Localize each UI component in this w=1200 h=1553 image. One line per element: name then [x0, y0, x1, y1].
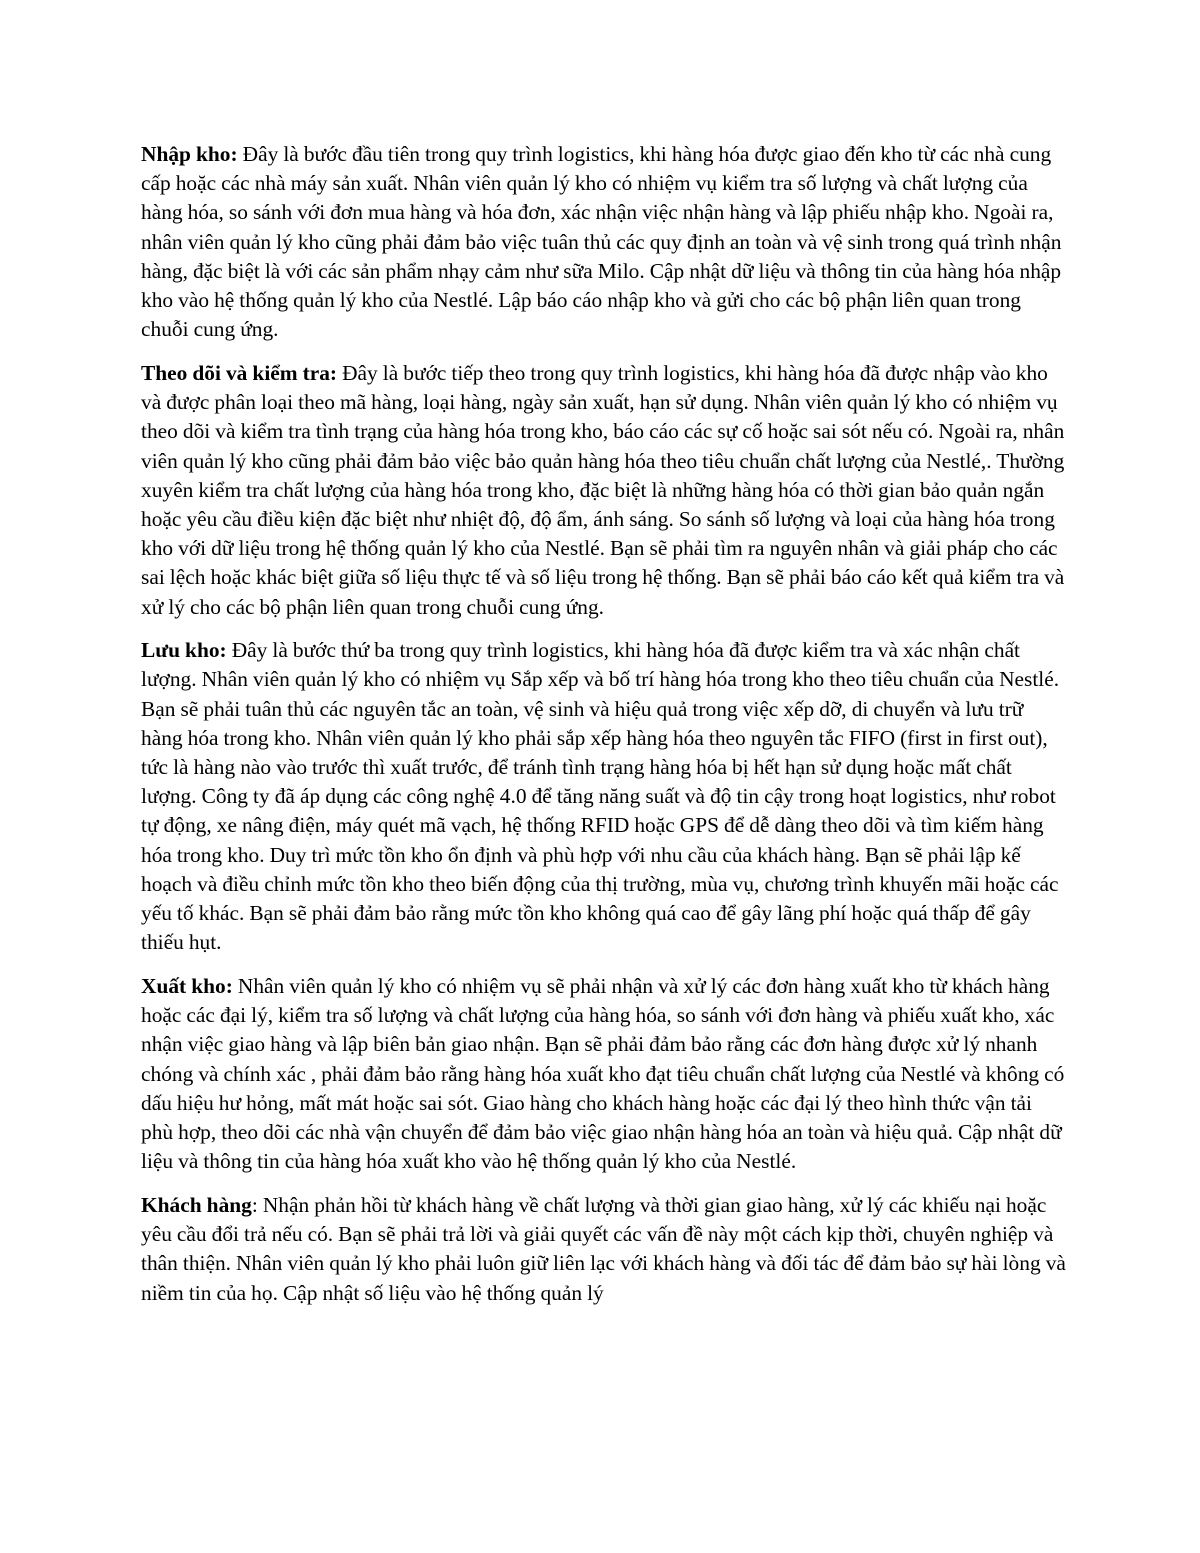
section-heading: Theo dõi và kiểm tra: [141, 360, 338, 385]
section-luu-kho [141, 636, 1066, 957]
section-xuat-kho [141, 972, 1066, 1176]
section-body: : Nhận phản hồi từ khách hàng về chất lượng và thời gian giao hàng, xử lý các khiếu nại hoặc yêu cầu đổi trả nếu có. Bạn sẽ phải trả lời và giải quyết các vấn đề này một cách kịp thời, chuyên nghiệp và thân thiện. Nhân viên quản lý kho phải luôn giữ liên lạc với khách hàng và đối tác để đảm bảo sự hài lòng và niềm tin của họ. Cập nhật số liệu vào hệ thống quản lý [141, 1192, 1066, 1305]
section-heading: Xuất kho: [141, 973, 233, 998]
section-heading: Nhập kho: [141, 142, 238, 166]
section-heading: Khách hàng [141, 1192, 252, 1217]
section-theo-doi-va-kiem-tra [141, 359, 1066, 622]
section-body: Nhân viên quản lý kho có nhiệm vụ sẽ phải nhận và xử lý các đơn hàng xuất kho từ khách hàng hoặc các đại lý, kiểm tra số lượng và chất lượng của hàng hóa, so sánh với đơn hàng và phiếu xuất kho, xác nhận việc giao hàng và lập biên bản giao nhận. Bạn sẽ phải đảm bảo rằng các đơn hàng được xử lý nhanh chóng và chính xác , phải đảm bảo rằng hàng hóa xuất kho đạt tiêu chuẩn chất lượng của Nestlé và không có dấu hiệu hư hỏng, mất mát hoặc sai sót. Giao hàng cho khách hàng hoặc các đại lý theo hình thức vận tải phù hợp, theo dõi các nhà vận chuyển để đảm bảo việc giao nhận hàng hóa an toàn và hiệu quả. Cập nhật dữ liệu và thông tin của hàng hóa xuất kho vào hệ thống quản lý kho của Nestlé. [141, 973, 1065, 1174]
section-nhap-kho [141, 140, 1066, 344]
section-body: Đây là bước đầu tiên trong quy trình logistics, khi hàng hóa được giao đến kho từ các nhà cung cấp hoặc các nhà máy sản xuất. Nhân viên quản lý kho có nhiệm vụ kiểm tra số lượng và chất lượng của hàng hóa, so sánh với đơn mua hàng và hóa đơn, xác nhận việc nhận hàng và lập phiếu nhập kho. Ngoài ra, nhân viên quản lý kho cũng phải đảm bảo việc tuân thủ các quy định an toàn và vệ sinh trong quá trình nhận hàng, đặc biệt là với các sản phẩm nhạy cảm như sữa Milo. Cập nhật dữ liệu và thông tin của hàng hóa nhập kho vào hệ thống quản lý kho của Nestlé. Lập báo cáo nhập kho và gửi cho các bộ phận liên quan trong chuỗi cung ứng. [141, 142, 1062, 342]
section-khach-hang [141, 1191, 1066, 1308]
section-heading: Lưu kho: [141, 638, 227, 663]
section-body: Đây là bước tiếp theo trong quy trình logistics, khi hàng hóa đã được nhập vào kho và được phân loại theo mã hàng, loại hàng, ngày sản xuất, hạn sử dụng. Nhân viên quản lý kho có nhiệm vụ theo dõi và kiểm tra tình trạng của hàng hóa trong kho, báo cáo các sự cố hoặc sai sót nếu có. Ngoài ra, nhân viên quản lý kho cũng phải đảm bảo việc bảo quản hàng hóa theo tiêu chuẩn chất lượng của Nestlé,. Thường xuyên kiểm tra chất lượng của hàng hóa trong kho, đặc biệt là những hàng hóa có thời gian bảo quản ngắn hoặc yêu cầu điều kiện đặc biệt như nhiệt độ, độ ẩm, ánh sáng. So sánh số lượng và loại của hàng hóa trong kho với dữ liệu trong hệ thống quản lý kho của Nestlé. Bạn sẽ phải tìm ra nguyên nhân và giải pháp cho các sai lệch hoặc khác biệt giữa số liệu thực tế và số liệu trong hệ thống. Bạn sẽ phải báo cáo kết quả kiểm tra và xử lý cho các bộ phận liên quan trong chuỗi cung ứng. [141, 360, 1065, 619]
document-page [141, 140, 1066, 1322]
section-body: Đây là bước thứ ba trong quy trình logistics, khi hàng hóa đã được kiểm tra và xác nhận chất lượng. Nhân viên quản lý kho có nhiệm vụ Sắp xếp và bố trí hàng hóa trong kho theo tiêu chuẩn của Nestlé. Bạn sẽ phải tuân thủ các nguyên tắc an toàn, vệ sinh và hiệu quả trong việc xếp dỡ, di chuyển và lưu trữ hàng hóa trong kho. Nhân viên quản lý kho phải sắp xếp hàng hóa theo nguyên tắc FIFO (first in first out), tức là hàng nào vào trước thì xuất trước, để tránh tình trạng hàng hóa bị hết hạn sử dụng hoặc mất chất lượng. Công ty đã áp dụng các công nghệ 4.0 để tăng năng suất và độ tin cậy trong hoạt logistics, như robot tự động, xe nâng điện, máy quét mã vạch, hệ thống RFID hoặc GPS để dễ dàng theo dõi và tìm kiếm hàng hóa trong kho. Duy trì mức tồn kho ổn định và phù hợp với nhu cầu của khách hàng. Bạn sẽ phải lập kế hoạch và điều chỉnh mức tồn kho theo biến động của thị trường, mùa vụ, chương trình khuyến mãi hoặc các yếu tố khác. Bạn sẽ phải đảm bảo rằng mức tồn kho không quá cao để gây lãng phí hoặc quá thấp để gây thiếu hụt. [141, 638, 1060, 955]
